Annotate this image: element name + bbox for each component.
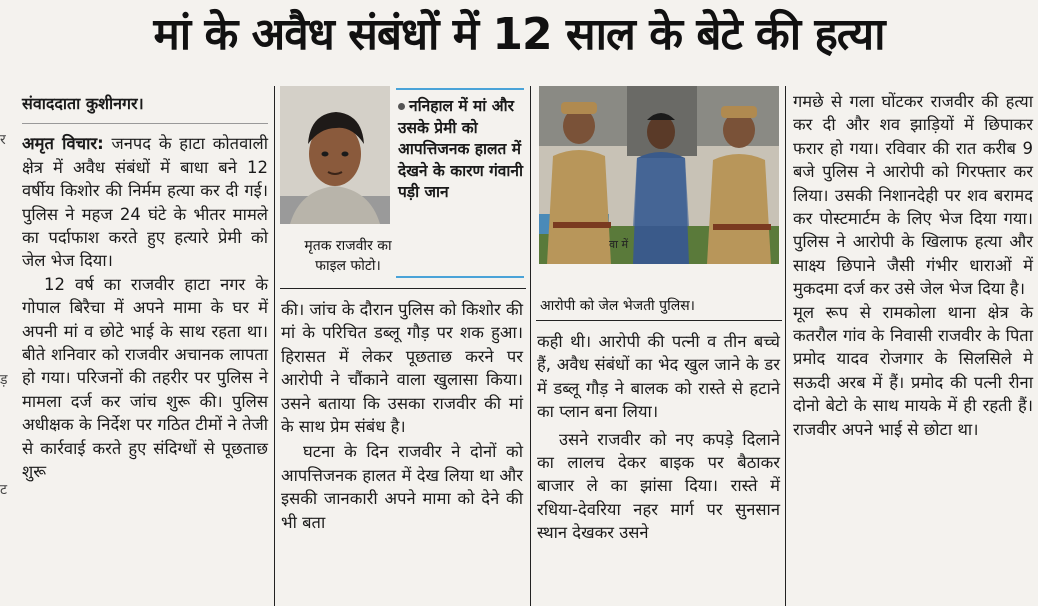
arrest-photo [539,86,779,264]
byline: संवाददाता कुशीनगर। [22,94,144,113]
photo-separator [536,320,782,321]
lead-label: अमृत विचार: [22,134,104,154]
byline-divider [22,115,268,124]
pullquote [398,96,524,204]
paragraph: मूल रूप से रामकोला थाना क्षेत्र के कतरौल गांव के निवासी राजवीर के पिता प्रमोद यादव रोजगार के सिलसिले मे सऊदी अरब में हैं। प्रमोद की पत्नी रीना दोनो बेटो के साथ मायके में ही रहती हैं। राजवीर अपने भाई से छोटा था। [793,302,1033,439]
boy-portrait-icon [280,86,390,224]
edge-mark: ट [0,482,8,498]
paragraph: घटना के दिन राजवीर ने दोनों को आपत्तिजनक हालत में देख लिया था और इसकी जानकारी अपने मामा को देने की भी बता [281,442,523,532]
lead-paragraph [22,132,268,272]
column-2 [281,298,523,534]
column-1 [22,92,268,484]
paragraph: 12 वर्ष का राजवीर हाटा नगर के गोपाल बिरैचा में अपने मामा के घर में अपनी मां व छोटे भाई के साथ रहता था। बीते शनिवार को राजवीर अचानक लापता हो गया। परिजनों की तहरीर पर पुलिस ने मामला दर्ज कर जांच शुरू की। पुलिस अधीक्षक के निर्देश पर गठित टीमों ने तेजी से कार्रवाई करते हुए संदिग्धों से पूछताछ शुरू [22,274,268,482]
bullet-icon [398,103,405,110]
headline: मां के अवैध संबंधों में 12 साल के बेटे की हत्या [153,9,885,60]
photo-separator [280,288,526,289]
column-rule [530,86,531,606]
pullquote-top-rule [396,88,524,90]
victim-photo [280,86,390,224]
edge-mark: ड़ [0,372,8,388]
paragraph: कही थी। आरोपी की पत्नी व तीन बच्चे हैं, अवैध संबंधों का भेद खुल जाने के डर में डब्लू गौड़ ने बालक को रास्ते से हटाने का प्लान बना लिया। [537,332,780,422]
column-3 [537,330,780,545]
pullquote-bottom-rule [396,276,524,278]
police-arrest-icon [539,86,779,264]
pullquote-text: ननिहाल में मां और उसके प्रेमी को आपत्तिजनक हालत में देखने के कारण गंवानी पड़ी जान [398,97,524,202]
paragraph: उसने राजवीर को नए कपड़े दिलाने का लालच देकर बाइक पर बैठाकर बाजार ले का झांसा दिया। रास्ते में रधिया-देवरिया नहर मार्ग पर सुनसान स्थान देखकर उसने [537,429,780,543]
paragraph: गमछे से गला घोंटकर राजवीर की हत्या कर दी और शव झाड़ियों में छिपाकर फरार हो गया। रविवार की रात करीब 9 बजे पुलिस ने आरोपी को गिरफ्तार कर लिया। उसकी निशानदेही पर शव बरामद कर पोस्टमार्टम के लिए भेज दिया गया। पुलिस ने आरोपी के खिलाफ हत्या और साक्ष्य छिपाने जैसी गंभीर धाराओं में मुकदमा दर्ज कर उसे जेल भेज दिया है। [793,92,1033,299]
edge-mark: र [0,132,6,148]
photo-wall-text: वा में [609,238,629,251]
arrest-photo-caption: आरोपी को जेल भेजती पुलिस। [540,298,695,314]
column-4 [793,90,1033,441]
column-rule [785,86,786,606]
victim-photo-caption: मृतक राजवीर का फाइल फोटो। [304,238,392,274]
paragraph: की। जांच के दौरान पुलिस को किशोर की मां के परिचित डब्लू गौड़ पर शक हुआ। हिरासत में लेकर पूछताछ करने पर आरोपी ने चौंकाने वाला खुलासा किया। उसने बताया कि उसका राजवीर की मां के साथ प्रेम संबंध है। [281,300,523,437]
column-rule [274,86,275,606]
lead-text: जनपद के हाटा कोतवाली क्षेत्र में अवैध संबंधों में बाधा बने 12 वर्षीय किशोर की निर्मम हत्या कर दी गई। पुलिस ने महज 24 घंटे के भीतर मामले का पर्दाफाश करते हुए हत्यारे प्रेमी को जेल भेज दिया। [22,134,268,271]
